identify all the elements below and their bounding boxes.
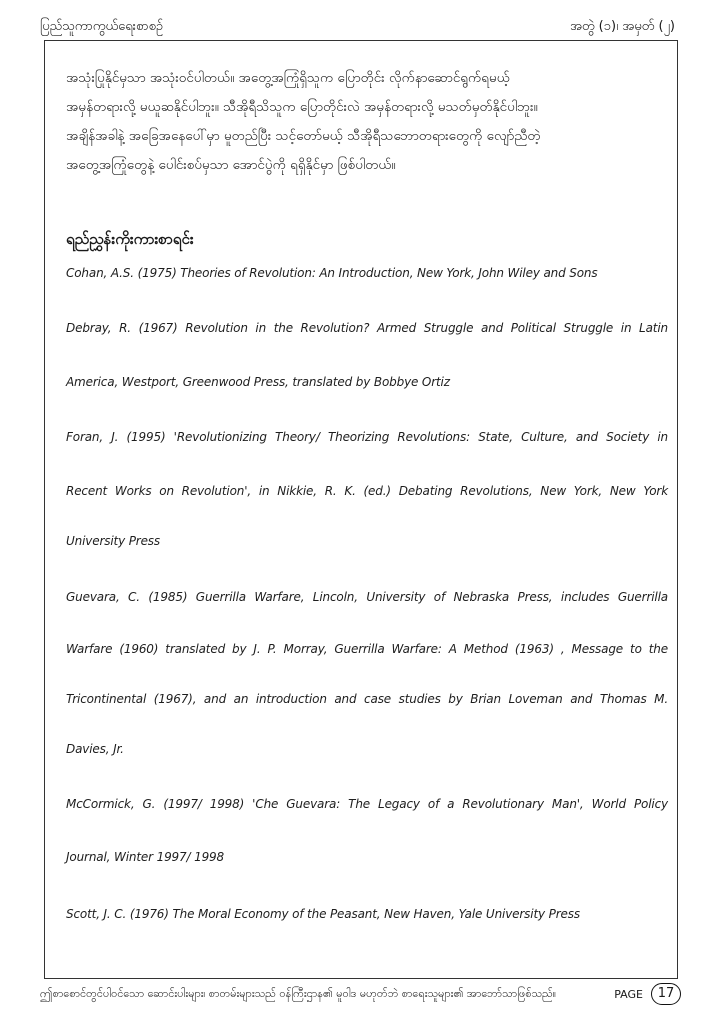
reference-line: Recent Works on Revolution', in Nikkie, R. K. (ed.) Debating Revolutions, New York, New York <box>66 484 668 498</box>
reference-line: Debray, R. (1967) Revolution in the Revolution? Armed Struggle and Political Struggle in Latin <box>66 321 668 335</box>
footer-disclaimer: ဤစာစောင်တွင်ပါဝင်သော ဆောင်းပါးများ၊ စာတမ်းများသည် ဝန်ကြီးဌာန၏ မူဝါဒ မဟုတ်ဘဲ စာရေးသူများ၏ အာဘော်သာဖြစ်သည်။ <box>40 987 557 1000</box>
reference-line: Cohan, A.S. (1975) Theories of Revolution: An Introduction, New York, John Wiley and Sons <box>66 266 598 280</box>
running-header-title: ပြည်သူကာကွယ်ရေးစာစဥ် <box>40 19 164 34</box>
reference-line: McCormick, G. (1997/ 1998) 'Che Guevara: The Legacy of a Revolutionary Man', World Policy <box>66 797 668 811</box>
reference-line: Davies, Jr. <box>66 742 124 756</box>
intro-line: အချိန်အခါနဲ့ အခြေအနေပေါ်မှာ မူတည်ပြီး သင့်တော်မယ့် သီအိုရီသဘောတရားတွေကို လျော်ညီတဲ့ <box>66 128 541 144</box>
reference-line: Tricontinental (1967), and an introduction and case studies by Brian Loveman and Thomas M. <box>66 692 668 706</box>
running-header-issue: အတွဲ (၁)၊ အမှတ် (၂) <box>569 19 675 34</box>
reference-line: Guevara, C. (1985) Guerrilla Warfare, Lincoln, University of Nebraska Press, includes Guerrilla <box>66 590 668 604</box>
page-frame <box>44 40 678 979</box>
reference-line: Foran, J. (1995) 'Revolutionizing Theory/ Theorizing Revolutions: State, Culture, and Society in <box>66 430 668 444</box>
references-heading: ရည်ညွှန်းကိုးကားစာရင်း <box>66 230 194 248</box>
reference-line: America, Westport, Greenwood Press, translated by Bobbye Ortiz <box>66 375 450 389</box>
reference-line: University Press <box>66 534 161 548</box>
page-label: PAGE <box>614 987 643 1001</box>
intro-line: အတွေ့အကြုံတွေနဲ့ ပေါင်းစပ်မှသာ အောင်ပွဲကို ရရှိနိုင်မှာ ဖြစ်ပါတယ်။ <box>66 157 396 173</box>
reference-line: Warfare (1960) translated by J. P. Morray, Guerrilla Warfare: A Method (1963) , Message to the <box>66 642 668 656</box>
intro-line: အမှန်တရားလို့ မယူဆနိုင်ပါဘူး။ သီအိုရီသိသူက ပြောတိုင်းလဲ အမှန်တရားလို့ မသတ်မှတ်နိုင်ပါဘူး။ <box>66 99 538 115</box>
page-number-box <box>614 983 681 1005</box>
intro-paragraph <box>66 64 668 180</box>
page-number: 17 <box>651 983 681 1005</box>
intro-line: အသုံးပြုနိုင်မှသာ အသုံးဝင်ပါတယ်။ အတွေ့အကြုံရှိသူက ပြောတိုင်း လိုက်နာဆောင်ရွက်ရမယ့် <box>66 70 510 86</box>
reference-line: Journal, Winter 1997/ 1998 <box>66 850 225 864</box>
reference-line: Scott, J. C. (1976) The Moral Economy of the Peasant, New Haven, Yale University Press <box>66 907 580 921</box>
